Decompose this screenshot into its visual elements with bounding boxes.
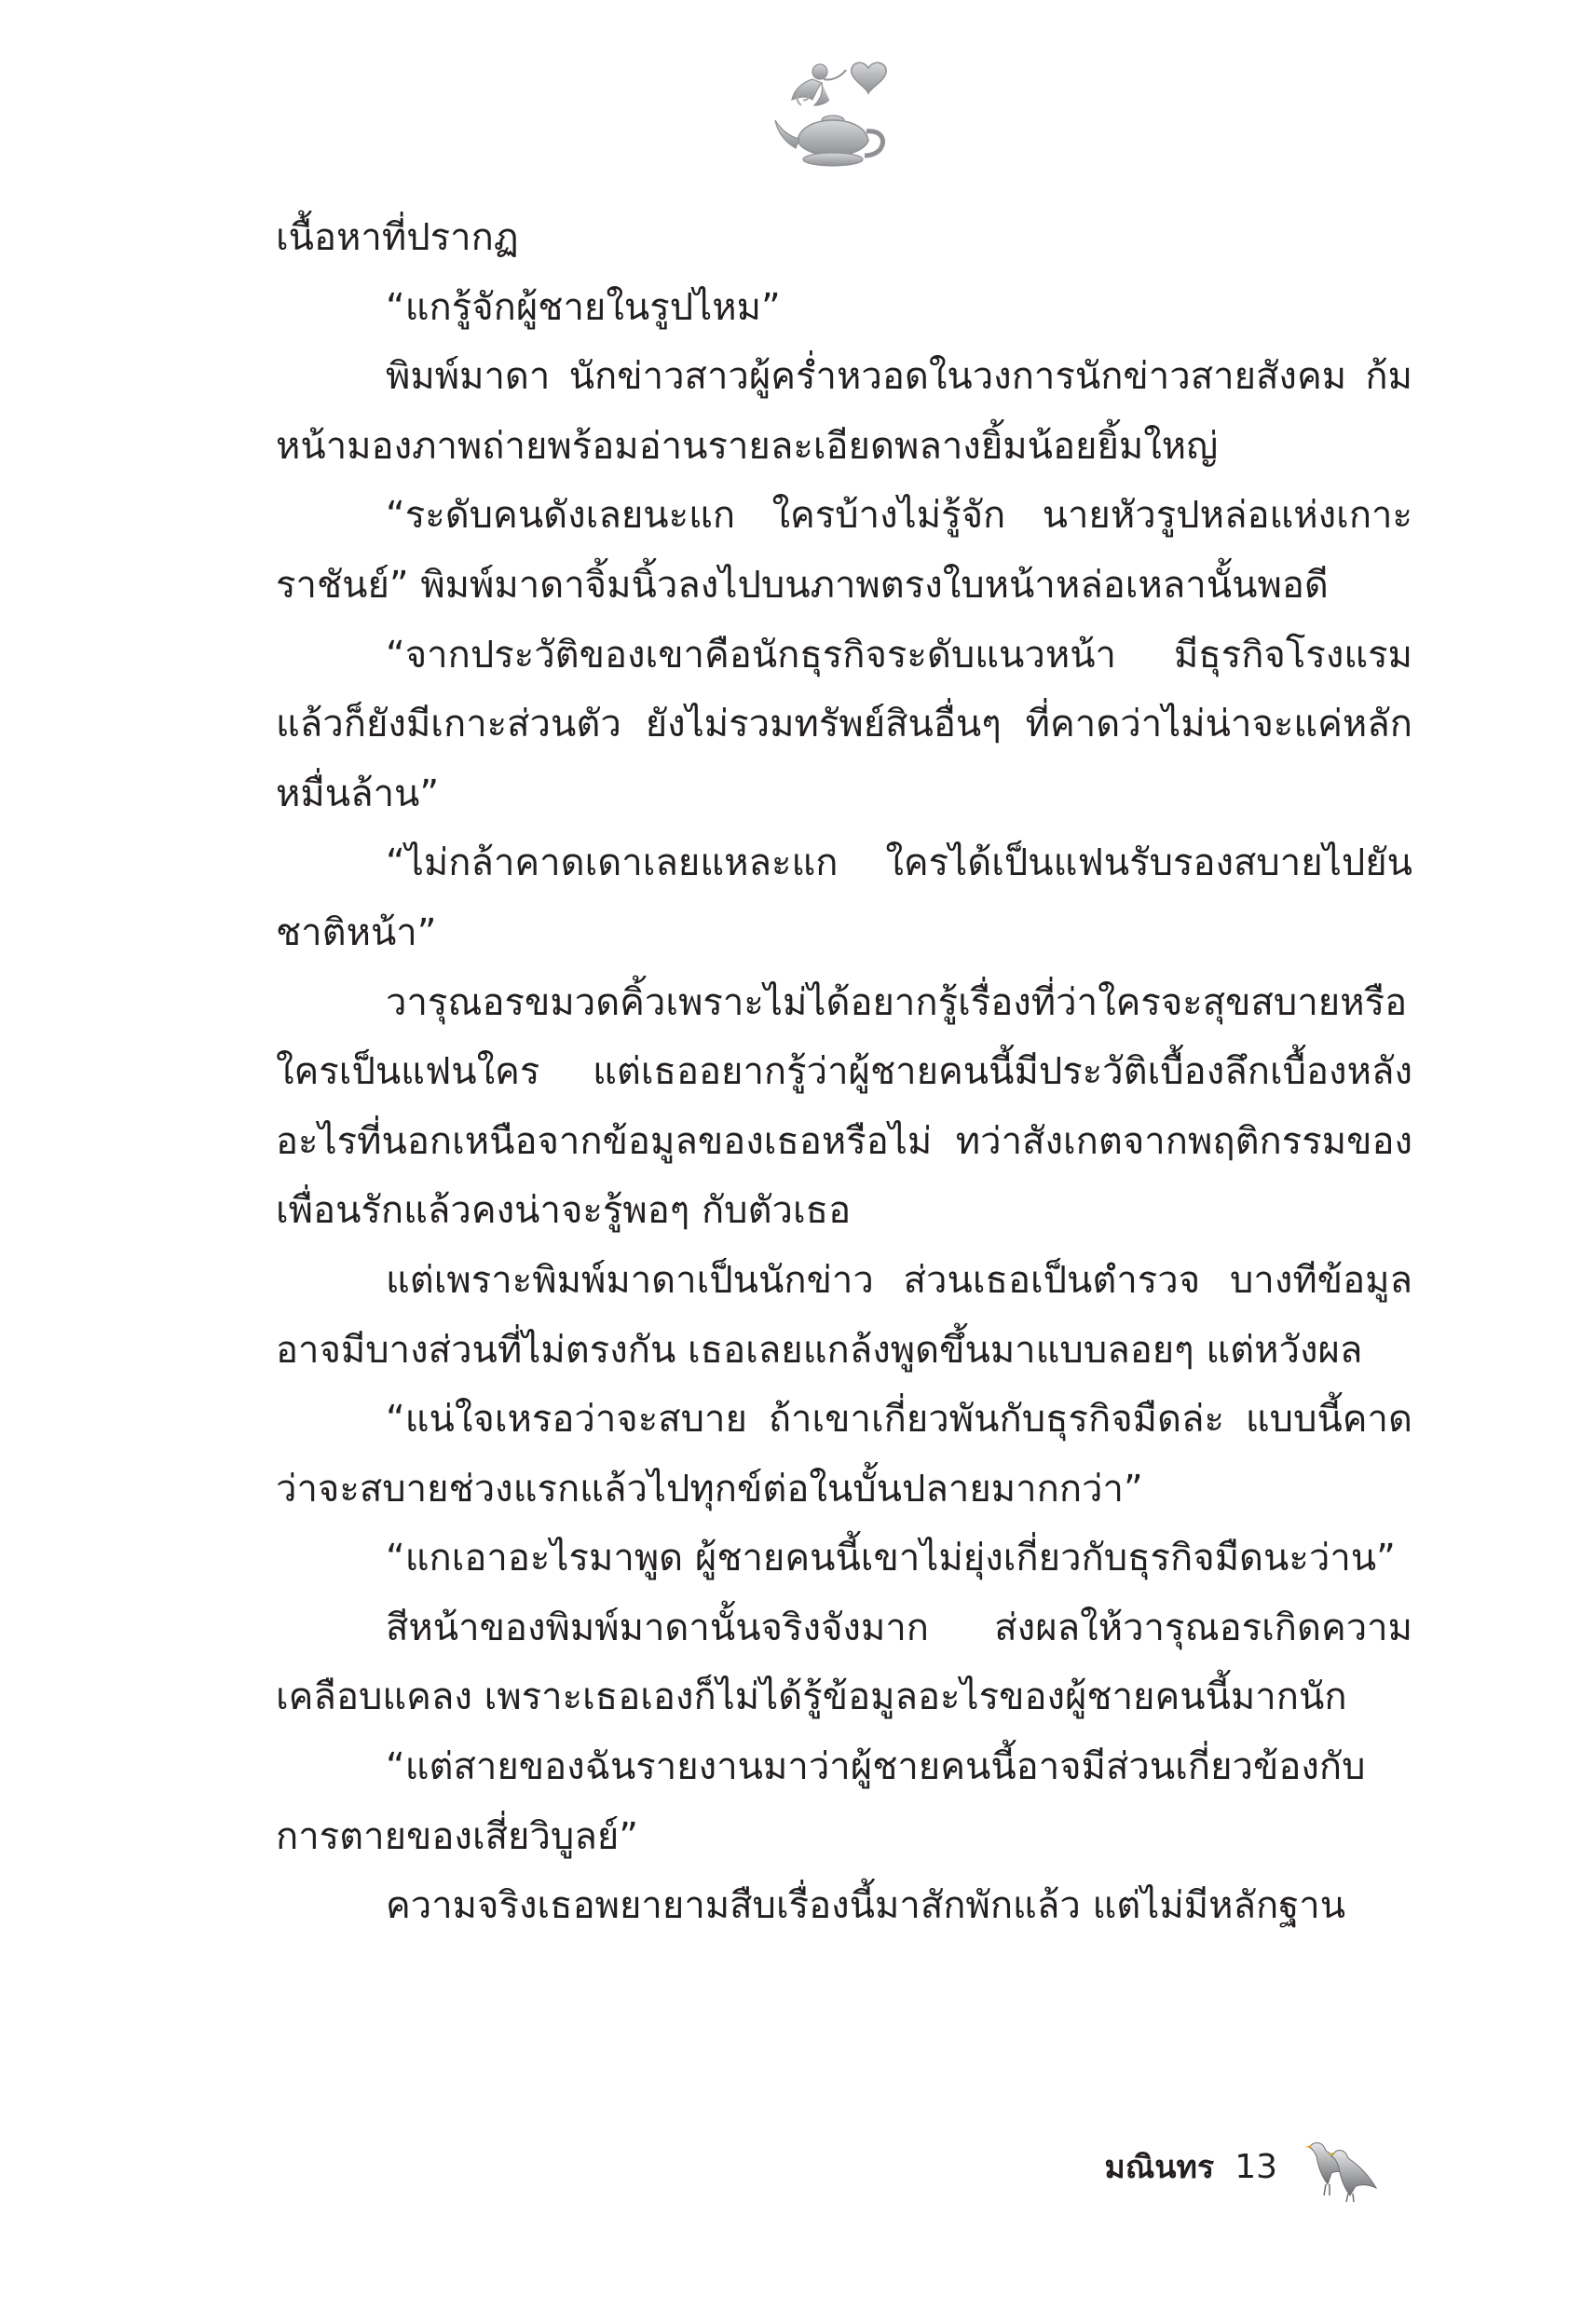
paragraph: “ไม่กล้าคาดเดาเลยแหละแก ใครได้เป็นแฟนรับรองสบายไปยันชาติหน้า” [276, 841, 1412, 954]
paragraph: แต่เพราะพิมพ์มาดาเป็นนักข่าว ส่วนเธอเป็นตำรวจ บางทีข้อมูลอาจมีบางส่วนที่ไม่ตรงกัน เธอเลยแกล้งพูดขึ้นมาแบบลอยๆ แต่หวังผล [276, 1258, 1412, 1372]
paragraph: เนื้อหาที่ปรากฏ [276, 216, 519, 259]
page-footer [1104, 2125, 1382, 2208]
body-text [276, 203, 1412, 1941]
paragraph: “จากประวัติของเขาคือนักธุรกิจระดับแนวหน้า มีธุรกิจโรงแรม แล้วก็ยังมีเกาะส่วนตัว ยังไม่รวมทรัพย์สินอื่นๆ ที่คาดว่าไม่น่าจะแค่หลักหมื่นล้าน” [276, 633, 1412, 815]
paragraph: วารุณอรขมวดคิ้วเพราะไม่ได้อยากรู้เรื่องที่ว่าใครจะสุขสบายหรือใครเป็นแฟนใคร แต่เธออยากรู้ว่าผู้ชายคนนี้มีประวัติเบื้องลึกเบื้องหลังอะไรที่นอกเหนือจากข้อมูลของเธอหรือไม่ ทว่าสังเกตจากพฤติกรรมของเพื่อนรักแล้วคงน่าจะรู้พอๆ กับตัวเธอ [276, 980, 1412, 1233]
page-number: 13 [1235, 2147, 1277, 2186]
paragraph: ความจริงเธอพยายามสืบเรื่องนี้มาสักพักแล้ว แต่ไม่มีหลักฐาน [386, 1884, 1346, 1928]
paragraph: “แกเอาอะไรมาพูด ผู้ชายคนนี้เขาไม่ยุ่งเกี่ยวกับธุรกิจมืดนะว่าน” [386, 1537, 1396, 1580]
paragraph: “แกรู้จักผู้ชายในรูปไหม” [386, 285, 781, 329]
paragraph: “แน่ใจเหรอว่าจะสบาย ถ้าเขาเกี่ยวพันกับธุรกิจมืดล่ะ แบบนี้คาดว่าจะสบายช่วงแรกแล้วไปทุกข์ต่อในบั้นปลายมากกว่า” [276, 1398, 1412, 1511]
paragraph: สีหน้าของพิมพ์มาดานั้นจริงจังมาก ส่งผลให้วารุณอรเกิดความเคลือบแคลง เพราะเธอเองก็ไม่ได้รู้ข้อมูลอะไรของผู้ชายคนนี้มากนัก [276, 1606, 1412, 1719]
paragraph: พิมพ์มาดา นักข่าวสาวผู้คร่ำหวอดในวงการนักข่าวสายสังคม ก้มหน้ามองภาพถ่ายพร้อมอ่านรายละเอียดพลางยิ้มน้อยยิ้มใหญ่ [276, 355, 1412, 468]
seagulls-icon [1298, 2130, 1382, 2203]
paragraph: “แต่สายของฉันรายงานมาว่าผู้ชายคนนี้อาจมีส่วนเกี่ยวข้องกับการตายของเสี่ยวิบูลย์” [276, 1745, 1366, 1858]
paragraph: “ระดับคนดังเลยนะแก ใครบ้างไม่รู้จัก นายหัวรูปหล่อแห่งเกาะราชันย์” พิมพ์มาดาจิ้มนิ้วลงไปบนภาพตรงใบหน้าหล่อเหลานั้นพอดี [276, 494, 1412, 607]
footer-book-title: มณินทร [1104, 2149, 1215, 2186]
teapot-cupid-icon [764, 51, 904, 182]
